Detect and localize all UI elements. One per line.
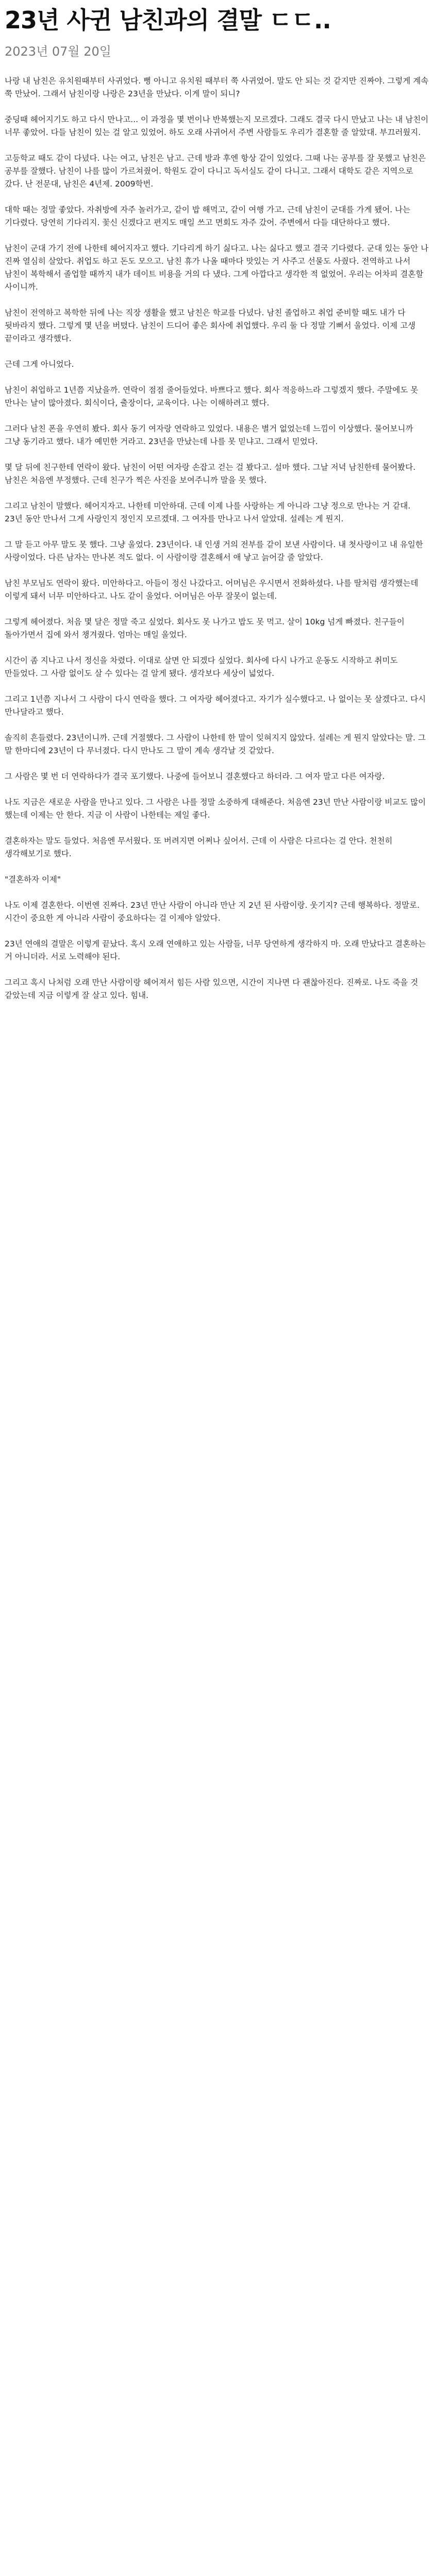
post-paragraph: 그 사람은 몇 번 더 연락하다가 결국 포기했다. 나중에 들어보니 결혼했다고 하더라. 그 여자 말고 다른 여자랑. [5,772,385,781]
post-paragraph: 결혼하자는 말도 들었다. 처음엔 무서웠다. 또 버려지면 어쩌나 싶어서. 근데 이 사람은 다르다는 걸 안다. 천천히 생각해보기로 했다. [5,836,393,858]
post-paragraph: 그리고 남친이 말했다. 헤어지자고. 나한테 미안하대. 근데 이제 나를 사랑하는 게 아니라 그냥 정으로 만나는 거 같대. 23년 동안 만나서 그게 사랑인지 정인지 모르겠대. 그 여자를 만나고 나서 알았대. 설레는 게 뭔지. [5,501,411,523]
post-paragraph: 23년 연애의 결말은 이렇게 끝났다. 혹시 오래 연애하고 있는 사람들, 너무 당연하게 생각하지 마. 오래 만났다고 결혼하는 거 아니더라. 서로 노력해야 된다. [5,939,426,961]
post-paragraph: "결혼하자 이제" [5,875,61,884]
post-paragraph: 그러다 남친 폰을 우연히 봤다. 회사 동기 여자랑 연락하고 있었다. 내용은 별거 없었는데 느낌이 이상했다. 물어보니까 그냥 동기라고 했다. 내가 예민한 거라고. 23년을 만났는데 나를 못 믿냐고. 그래서 믿었다. [5,424,413,446]
post-date: 2023년 07월 20일 [5,44,111,59]
post-paragraph: 남친이 전역하고 복학한 뒤에 나는 직장 생활을 했고 남친은 학교를 다녔다. 남친 졸업하고 취업 준비할 때도 내가 다 뒷바라지 했다. 그렇게 몇 년을 버텼다. 남친이 드디어 좋은 회사에 취업했다. 우리 둘 다 정말 기뻐서 울었다. 이제 고생 끝이라고 생각했다. [5,308,416,343]
post-paragraph: 나랑 내 남친은 유치원때부터 사귀었다. 뻥 아니고 유치원 때부터 쭉 사귀었어. 말도 안 되는 것 같지만 진짜야. 그렇게 계속 쭉 만났어. 그래서 남친이랑 나랑은 23년을 만났다. 이게 말이 되니? [5,76,429,98]
post-paragraph: 근데 그게 아니었다. [5,360,74,369]
post-paragraph: 남친이 취업하고 1년쯤 지났을까. 연락이 점점 줄어들었다. 바쁘다고 했다. 회사 적응하느라 그렇겠지 했다. 주말에도 못 만나는 날이 많아졌다. 회식이다, 출장이다, 교육이다. 나는 이해하려고 했다. [5,385,419,408]
post-paragraph: 솔직히 흔들렸다. 23년이니까. 근데 거절했다. 그 사람이 나한테 한 말이 잊혀지지 않았다. 설레는 게 뭔지 알았다는 말. 그 말 한마디에 23년이 다 무너졌다. 다시 만나도 그 말이 계속 생각날 것 같았다. [5,733,426,755]
post-paragraph: 남친이 군대 가기 전에 나한테 헤어지자고 했다. 기다리게 하기 싫다고. 나는 싫다고 했고 결국 기다렸다. 군대 있는 동안 나 진짜 열심히 살았다. 취업도 하고 돈도 모으고. 남친 휴가 나올 때마다 맛있는 거 사주고 선물도 사줬다. 전역하고 나서 남친이 복학해서 졸업할 때까지 내가 데이트 비용을 거의 다 냈다. 그게 아깝다고 생각한 적 없었어. 우리는 어차피 결혼할 사이니까. [5,244,429,292]
post-paragraph: 그렇게 헤어졌다. 처음 몇 달은 정말 죽고 싶었다. 회사도 못 나가고 밥도 못 먹고. 살이 10kg 넘게 빠졌다. 친구들이 돌아가면서 집에 와서 챙겨줬다. 엄마는 매일 울었다. [5,617,405,639]
post-title: 23년 사귄 남친과의 결말 ㄷㄷ.. [5,6,331,34]
post-paragraph: 나도 지금은 새로운 사람을 만나고 있다. 그 사람은 나를 정말 소중하게 대해준다. 처음엔 23년 만난 사람이랑 비교도 많이 했는데 이제는 안 한다. 지금 이 사람이 나한테는 제일 좋다. [5,798,426,820]
post-paragraph: 대학 때는 정말 좋았다. 자취방에 자주 놀러가고, 같이 밥 해먹고, 같이 여행 가고. 근데 남친이 군대를 가게 됐어. 나는 기다렸다. 당연히 기다리지. 꽃신 신겠다고 편지도 매일 쓰고 면회도 자주 갔어. 주변에서 다들 대단하다고 했다. [5,205,411,227]
post-body [5,75,429,1002]
post-paragraph: 나도 이제 결혼한다. 이번엔 진짜다. 23년 만난 사람이 아니라 만난 지 2년 된 사람이랑. 웃기지? 근데 행복하다. 정말로. 시간이 중요한 게 아니라 사람이 중요하다는 걸 이제야 알았다. [5,901,420,923]
post-paragraph: 몇 달 뒤에 친구한테 연락이 왔다. 남친이 어떤 여자랑 손잡고 걷는 걸 봤다고. 설마 했다. 그날 저녁 남친한테 물어봤다. 남친은 처음엔 부정했다. 근데 친구가 찍은 사진을 보여주니까 말을 못 했다. [5,463,416,485]
post-page [0,0,434,1036]
post-paragraph: 그리고 1년쯤 지나서 그 사람이 다시 연락을 했다. 그 여자랑 헤어졌다고. 자기가 실수했다고. 나 없이는 못 살겠다고. 다시 만나달라고 했다. [5,694,426,717]
post-paragraph: 시간이 좀 지나고 나서 정신을 차렸다. 이대로 살면 안 되겠다 싶었다. 회사에 다시 나가고 운동도 시작하고 취미도 만들었다. 그 사람 없이도 살 수 있다는 걸 알게 됐다. 생각보다 세상이 넓었다. [5,656,398,678]
post-paragraph: 고등학교 때도 같이 다녔다. 나는 여고, 남친은 남고. 근데 방과 후엔 항상 같이 있었다. 그때 나는 공부를 잘 못했고 남친은 공부를 잘했다. 남친이 나를 많이 가르쳐줬어. 학원도 같이 다니고 독서실도 같이 다니고. 그래서 대학도 같은 지역으로 갔다. 난 전문대, 남친은 4년제. 2009학번. [5,154,426,189]
post-paragraph: 남친 부모님도 연락이 왔다. 미안하다고. 아들이 정신 나갔다고. 어머님은 우시면서 전화하셨다. 나를 딸처럼 생각했는데 이렇게 돼서 너무 미안하다고. 나도 같이 울었다. 어머님은 아무 잘못이 없는데. [5,579,419,601]
post-paragraph: 그리고 혹시 나처럼 오래 만난 사람이랑 헤어져서 힘든 사람 있으면, 시간이 지나면 다 괜찮아진다. 진짜로. 나도 죽을 것 같았는데 지금 이렇게 잘 살고 있다. 힘내. [5,978,419,1000]
post-paragraph: 그 말 듣고 아무 말도 못 했다. 그냥 울었다. 23년이다. 내 인생 거의 전부를 같이 보낸 사람이다. 내 첫사랑이고 내 유일한 사랑이었다. 다른 남자는 만나본 적도 없다. 이 사람이랑 결혼해서 애 낳고 늙어갈 줄 알았다. [5,540,423,562]
post-paragraph: 중딩때 헤어지기도 하고 다시 만나고... 이 과정을 몇 번이나 반복했는지 모르겠다. 그래도 결국 다시 만났고 나는 내 남친이 너무 좋았어. 다들 남친이 있는 걸 알고 있었어. 하도 오래 사귀어서 주변 사람들도 우리가 결혼할 줄 알았대. 부끄러웠지. [5,115,429,137]
